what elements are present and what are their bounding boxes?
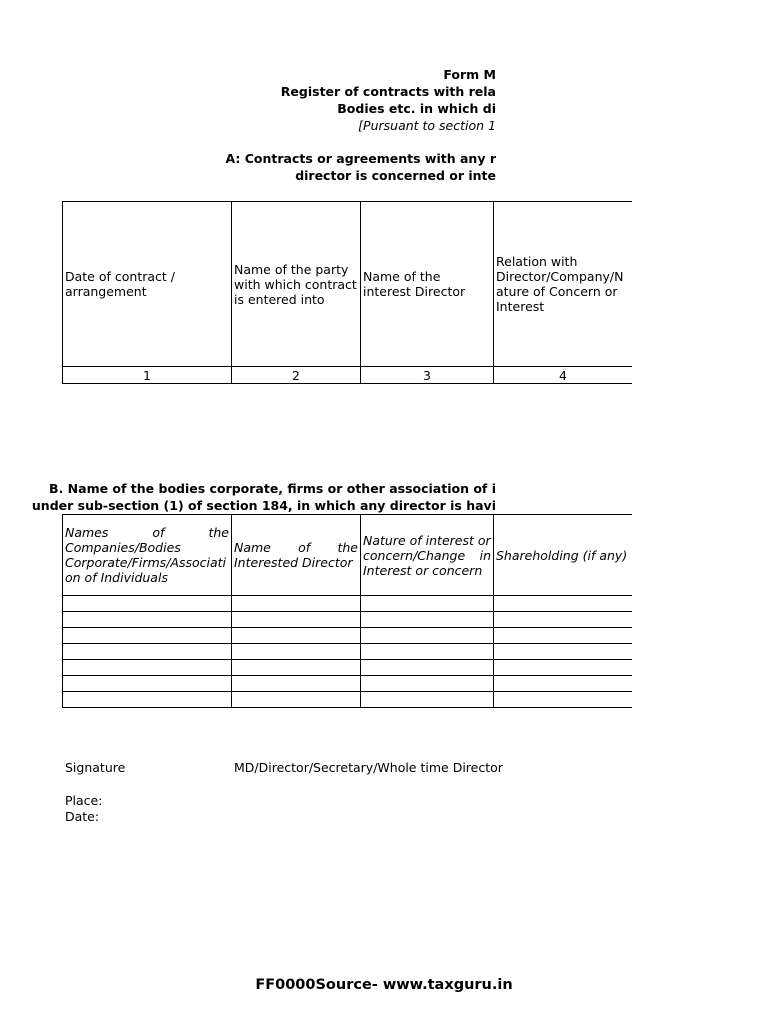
contracts-number-row <box>63 367 633 384</box>
col-date-of-contract: Date of contract / arrangement <box>63 202 232 367</box>
table-row <box>63 628 633 644</box>
bodies-header-row <box>63 515 633 596</box>
table-row <box>63 676 633 692</box>
col-relation: Relation with Director/Company/N ature of Concern or Interest <box>494 202 633 367</box>
col-interested-director: Name of the Interested Director <box>232 515 361 596</box>
source-footer: FF0000Source- www.taxguru.in <box>255 977 513 993</box>
bodies-corporate-table <box>62 514 632 708</box>
section-b-heading-line2: under sub-section (1) of section 184, in which any director is havi <box>31 498 496 513</box>
contracts-header-row <box>63 202 633 367</box>
register-title-line2: Bodies etc. in which di <box>337 101 496 116</box>
table-row <box>63 612 633 628</box>
col-number: 1 <box>63 367 232 384</box>
table-row <box>63 644 633 660</box>
col-nature-of-interest: Nature of interest or concern/Change in Interest or concern <box>361 515 494 596</box>
register-title-line1: Register of contracts with rela <box>280 84 496 99</box>
table-row <box>63 692 633 708</box>
col-interest-director: Name of the interest Director <box>361 202 494 367</box>
signature-label: Signature <box>65 760 126 775</box>
form-title: Form M <box>443 67 496 82</box>
col-party-name: Name of the party with which contract is entered into <box>232 202 361 367</box>
contracts-table <box>62 201 632 384</box>
section-a-heading-line1: A: Contracts or agreements with any r <box>225 151 496 166</box>
col-number: 3 <box>361 367 494 384</box>
col-shareholding: Shareholding (if any) <box>494 515 633 596</box>
table-row <box>63 660 633 676</box>
section-a-heading-line2: director is concerned or inte <box>295 168 496 183</box>
table-row <box>63 596 633 612</box>
place-label: Place: <box>65 793 103 808</box>
col-company-names: Names of the Companies/Bodies Corporate/Firms/Associati on of Individuals <box>63 515 232 596</box>
signatory-designation: MD/Director/Secretary/Whole time Director <box>234 760 503 775</box>
col-number: 2 <box>232 367 361 384</box>
section-b-heading-line1: B. Name of the bodies corporate, firms or other association of i <box>49 481 496 496</box>
date-label: Date: <box>65 809 100 824</box>
col-number: 4 <box>494 367 633 384</box>
pursuant-note: [Pursuant to section 1 <box>358 118 496 133</box>
